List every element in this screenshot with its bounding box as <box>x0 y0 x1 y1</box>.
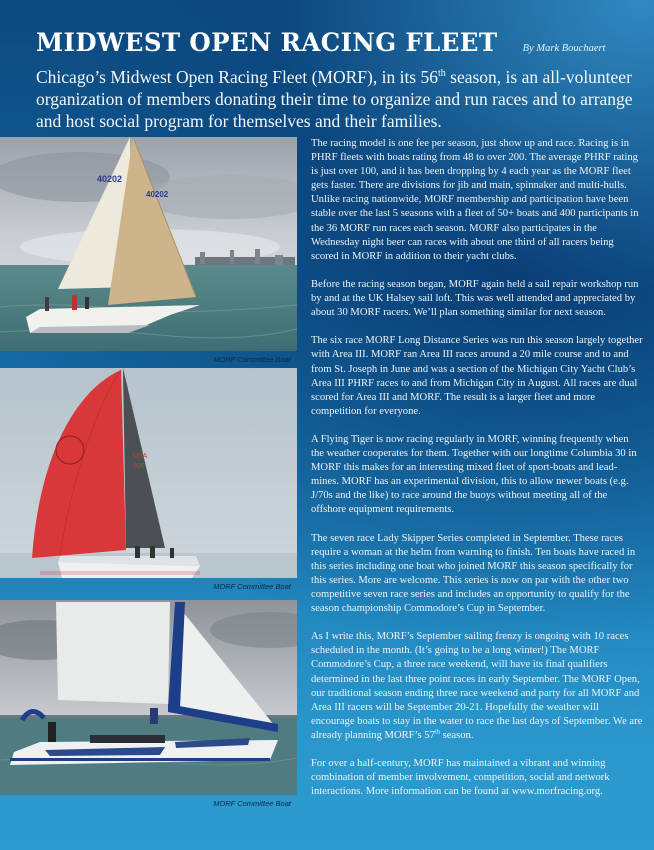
byline: By Mark Bouchaert <box>522 43 606 54</box>
trimaran-image <box>0 600 297 795</box>
svg-text:40202: 40202 <box>97 174 123 184</box>
article-title: MIDWEST OPEN RACING FLEET <box>36 28 498 58</box>
intro-paragraph <box>36 66 636 132</box>
body-paragraph: The six race MORF Long Distance Series was run this season largely together with Area III. MORF ran Area III races around a 20 mile course and to and from St. Joseph in June and was a section of the Michigan City Yacht Club’s Area III PHRF races to and from Michigan City in August. All races are dual scored for Area III and MORF. The result is a larger fleet and more competition for everyone. <box>311 335 643 417</box>
sloop-image <box>0 137 297 351</box>
intro-text: Chicago’s Midwest Open Racing Fleet (MORF), in its 56 <box>36 67 438 87</box>
svg-text:606: 606 <box>133 463 145 470</box>
body-paragraph: The seven race Lady Skipper Series completed in September. These races require a woman at the helm from warning to finish. Ten boats have raced in this series including one boat who joined MORF this season specifically for this series. More are welcome. This series is now on par with the other two competitive seven race series and includes an opportunity to qualify for the season championship Commodore’s Cup in September. <box>311 532 636 615</box>
photo-caption: MORF Committee Boat <box>213 355 291 364</box>
body-paragraph: Before the racing season began, MORF again held a sail repair workshop run by and at the UK Halsey sail loft. This was well attended and appreciated by about 30 MORF racers. We’ll plan something similar for next season. <box>311 278 639 319</box>
body-sup: th <box>434 728 440 736</box>
photo-flying-tiger <box>0 368 297 578</box>
body-paragraph: A Flying Tiger is now racing regularly in MORF, winning frequently when the weather cooperates for them. Together with our longtime Columbia 30 in MORF this makes for an interesting mixed fleet of sport-boats and lead-mines. MORF has an experimental division, this to allow newer boats (e.g. J/70s and the like) to race around the buoys without meeting all of the offshore equipment requirements. <box>311 433 637 516</box>
flying-tiger-image <box>0 368 297 578</box>
body-paragraph <box>311 630 643 743</box>
body-text: As I write this, MORF’s September sailing frenzy is ongoing with 10 races scheduled in the month. (It’s going to be a long winter!) The MORF Commodore’s Cup, a three race weekend, will have its final qualifiers determined in the last three point races in early September. The MORF Open, our traditional season ending three race weekend and party for all MORF and Area III racers will be September 20-21. Hopefully the weather will encourage boats to stay in the water to race the last days of September. We are already planning MORF’s 57 <box>311 631 643 741</box>
intro-text-rest: season, is an all-volunteer organization of members donating their time to organize and run races and to arrange and host social program for themselves and their families. <box>36 67 633 131</box>
body-paragraph: The racing model is one fee per season, just show up and race. Racing is in PHRF fleets with boats rating from 48 to over 200. The average PHRF rating is just over 100, and it has been dropping by 4 each year as the MORF fleet gets faster. There are divisions for jib and main, spinnaker and multi-hulls. Unlike racing nationwide, MORF membership and participation have been stable over the last 5 seasons with a fleet of 50+ boats and 400 participants in the 36 MORF run races each season. MORF also participates in the Wednesday night beer can races with about one third of all racers being scored in MORF in addition to their yacht clubs. <box>311 138 639 262</box>
photo-caption: MORF Committee Boat <box>213 582 291 591</box>
svg-text:USA: USA <box>133 453 148 460</box>
photo-caption: MORF Committee Boat <box>213 799 291 808</box>
body-text-rest: season. <box>439 729 474 741</box>
photo-trimaran <box>0 600 297 795</box>
svg-text:40202: 40202 <box>146 190 169 199</box>
closing-paragraph: For over a half-century, MORF has maintained a vibrant and winning combination of member involvement, competition, social and network interactions. More information can be found at www.morfracing.org. <box>311 758 610 798</box>
headline <box>36 28 605 58</box>
photo-sloop <box>0 137 297 351</box>
article-body <box>311 137 643 814</box>
intro-sup: th <box>438 68 446 80</box>
